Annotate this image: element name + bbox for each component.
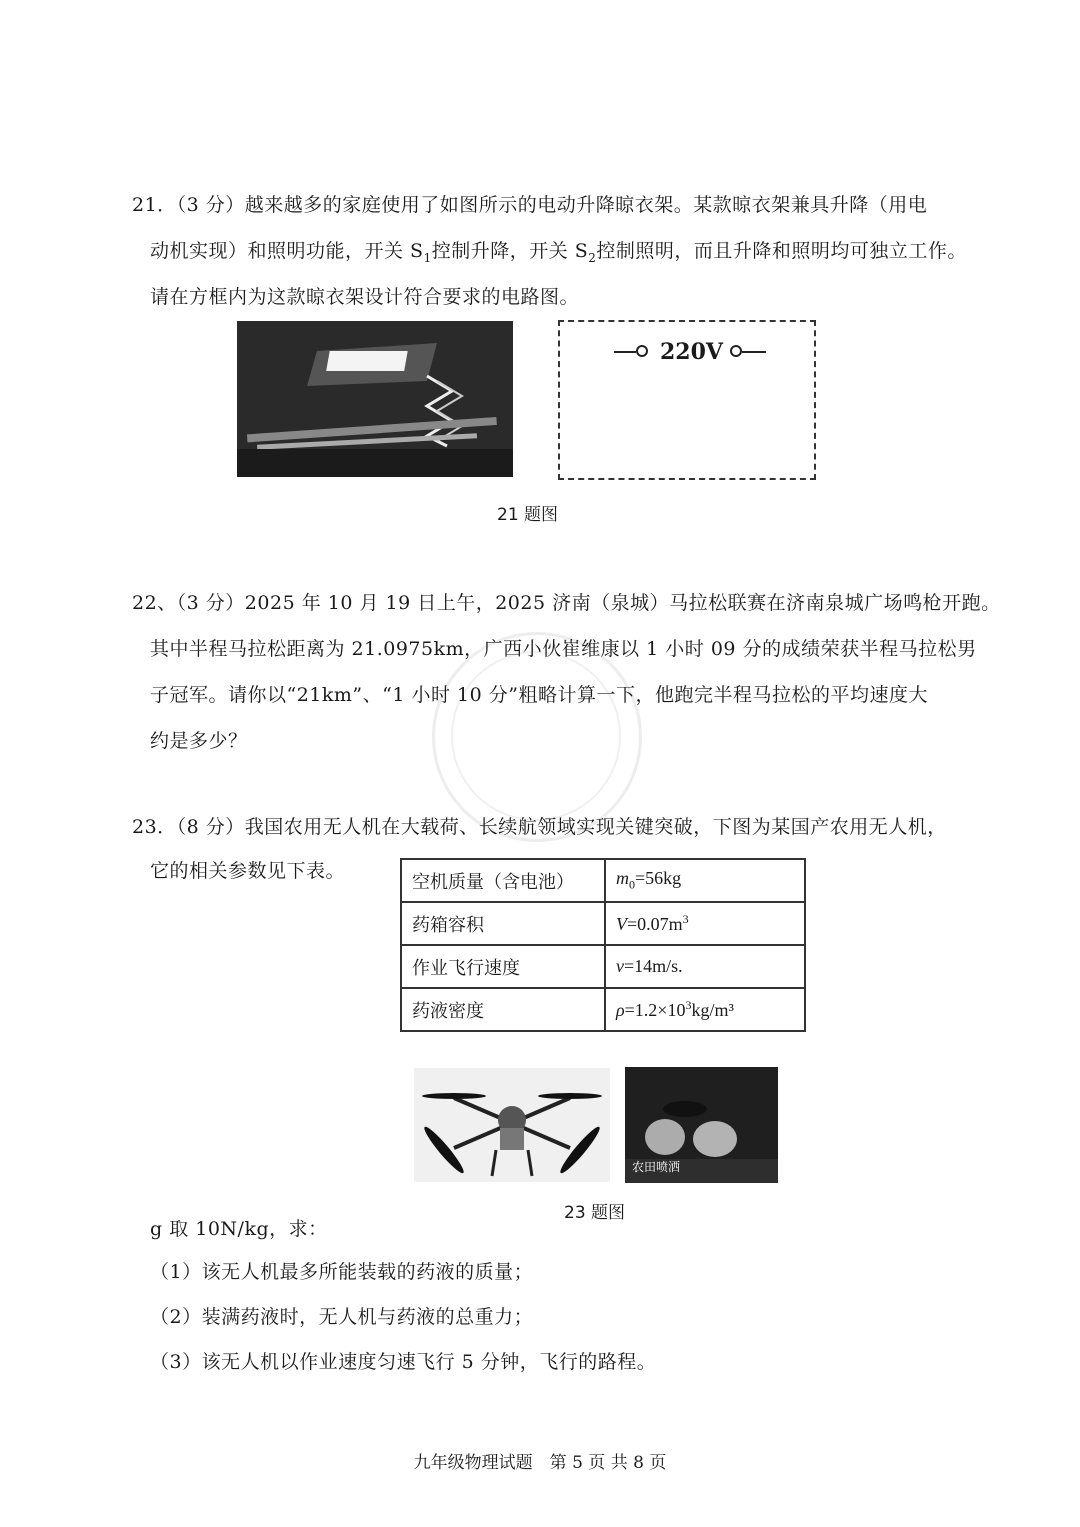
- q21-line-3: 请在方框内为这款晾衣架设计符合要求的电路图。: [150, 286, 580, 308]
- table-value: $V=0.07m^3$: [605, 902, 805, 945]
- q23-line-1: 23．（8 分）我国农用无人机在大载荷、长续航领域实现关键突破，下图为某国产农用无人机，: [132, 816, 947, 838]
- drone-params-table: [400, 858, 806, 1032]
- q23-sub-1: （1）该无人机最多所能装载的药液的质量；: [150, 1261, 534, 1283]
- table-key: 作业飞行速度: [401, 945, 605, 988]
- q23-line-2: 它的相关参数见下表。: [150, 860, 346, 882]
- q22-line-4: 约是多少？: [150, 730, 248, 752]
- q21-caption: 21 题图: [497, 505, 559, 525]
- drone-photo: [414, 1068, 610, 1182]
- q23-g-line: g 取 10N/kg，求：: [150, 1218, 328, 1240]
- table-row: [401, 988, 805, 1031]
- table-key: 空机质量（含电池）: [401, 859, 605, 902]
- q22-line-3: 子冠军。请你以“21km”、“1 小时 10 分”粗略计算一下，他跑完半程马拉松的平均速度大: [150, 684, 928, 706]
- page-footer: 九年级物理试题 第 5 页 共 8 页: [413, 1453, 667, 1473]
- table-row: [401, 902, 805, 945]
- table-key: 药液密度: [401, 988, 605, 1031]
- voltage-label: 220V: [660, 339, 723, 365]
- q21-line-1: 21．（3 分）越来越多的家庭使用了如图所示的电动升降晾衣架。某款晾衣架兼具升降（用电: [132, 194, 928, 216]
- circuit-design-box[interactable]: [558, 320, 816, 480]
- q23-sub-2: （2）装满药液时，无人机与药液的总重力；: [150, 1306, 534, 1328]
- table-value: $\rho=1.2\times 10^3kg/m^3$: [605, 988, 805, 1031]
- q22-line-1: 22、（3 分）2025 年 10 月 19 日上午，2025 济南（泉城）马拉松联赛在济南泉城广场鸣枪开跑。: [132, 592, 1001, 614]
- table-row: [401, 945, 805, 988]
- terminal-wire-left: [614, 351, 636, 353]
- q23-caption: 23 题图: [564, 1203, 626, 1223]
- clothes-rack-photo: [237, 321, 513, 477]
- terminal-left-icon: [636, 345, 648, 357]
- terminal-wire-right: [742, 351, 766, 353]
- q22-line-2: 其中半程马拉松距离为 21.0975km，广西小伙崔维康以 1 小时 09 分的成绩荣获半程马拉松男: [150, 638, 977, 660]
- q23-sub-3: （3）该无人机以作业速度匀速飞行 5 分钟，飞行的路程。: [150, 1351, 657, 1373]
- table-value: v=14m/s.: [605, 945, 805, 988]
- table-row: [401, 859, 805, 902]
- terminal-right-icon: [730, 345, 742, 357]
- table-value: $m_0=56kg$: [605, 859, 805, 902]
- photo-label: 农田喷洒: [632, 1160, 681, 1174]
- spraying-photo: [625, 1067, 778, 1183]
- watermark-seal: [432, 632, 642, 842]
- table-key: 药箱容积: [401, 902, 605, 945]
- q21-line-2: 动机实现）和照明功能，开关 $S_1$控制升降，开关 $S_2$控制照明，而且升降和照明均可独立工作。: [150, 240, 967, 265]
